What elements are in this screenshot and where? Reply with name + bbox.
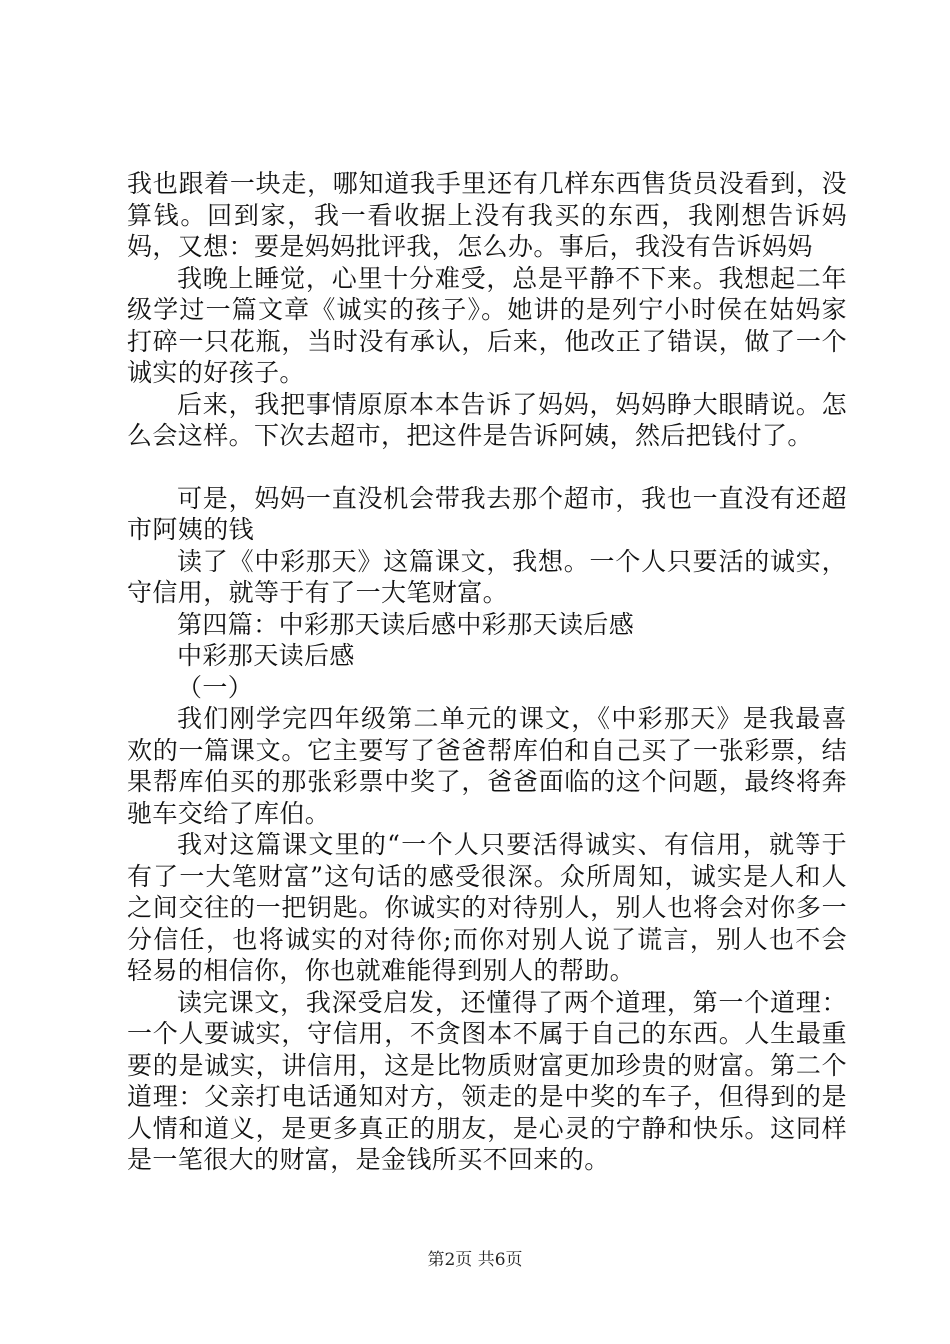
paragraph-1: 我也跟着一块走，哪知道我手里还有几样东西售货员没看到，没算钱。回到家，我一看收据上没有我买的东西，我刚想告诉妈妈，又想：要是妈妈批评我，怎么办。事后，我没有告诉妈妈 — [127, 169, 847, 261]
section-heading: 第四篇：中彩那天读后感中彩那天读后感 — [177, 609, 635, 639]
paragraph-7: 我对这篇课文里的“一个人只要活得诚实、有信用，就等于有了一大笔财富”这句话的感受很深。众所周知，诚实是人和人之间交往的一把钥匙。你诚实的对待别人，别人也将会对你多一分信任，也将诚实的对待你;而你对别人说了谎言，别人也不会轻易的相信你，你也就难能得到别人的帮助。 — [127, 830, 847, 985]
paragraph-gap — [127, 452, 847, 483]
document-body — [127, 168, 847, 1176]
paragraph-4: 可是，妈妈一直没机会带我去那个超市，我也一直没有还超市阿姨的钱 — [127, 483, 847, 544]
paragraph-5: 读了《中彩那天》这篇课文，我想。一个人只要活的诚实，守信用，就等于有了一大笔财富。 — [127, 546, 847, 607]
page-footer: 第2页 共6页 — [427, 1250, 523, 1270]
paragraph-3: 后来，我把事情原原本本告诉了妈妈，妈妈睁大眼睛说。怎么会这样。下次去超市，把这件是告诉阿姨，然后把钱付了。 — [127, 389, 847, 450]
essay-title: 中彩那天读后感 — [177, 641, 355, 670]
paragraph-2: 我晚上睡觉，心里十分难受，总是平静不下来。我想起二年级学过一篇文章《诚实的孩子》。她讲的是列宁小时侯在姑妈家打碎一只花瓶，当时没有承认，后来，他改正了错误，做了一个诚实的好孩子。 — [127, 263, 847, 387]
paragraph-6: 我们刚学完四年级第二单元的课文，《中彩那天》是我最喜欢的一篇课文。它主要写了爸爸帮库伯和自己买了一张彩票，结果帮库伯买的那张彩票中奖了，爸爸面临的这个问题，最终将奔驰车交给了库伯。 — [127, 704, 847, 828]
essay-part-number: （一） — [177, 672, 254, 702]
paragraph-8: 读完课文，我深受启发，还懂得了两个道理，第一个道理：一个人要诚实，守信用，不贪图本不属于自己的东西。人生最重要的是诚实，讲信用，这是比物质财富更加珍贵的财富。第二个道理：父亲打电话通知对方，领走的是中奖的车子，但得到的是人情和道义，是更多真正的朋友，是心灵的宁静和快乐。这同样是一笔很大的财富，是金钱所买不回来的。 — [127, 987, 847, 1174]
